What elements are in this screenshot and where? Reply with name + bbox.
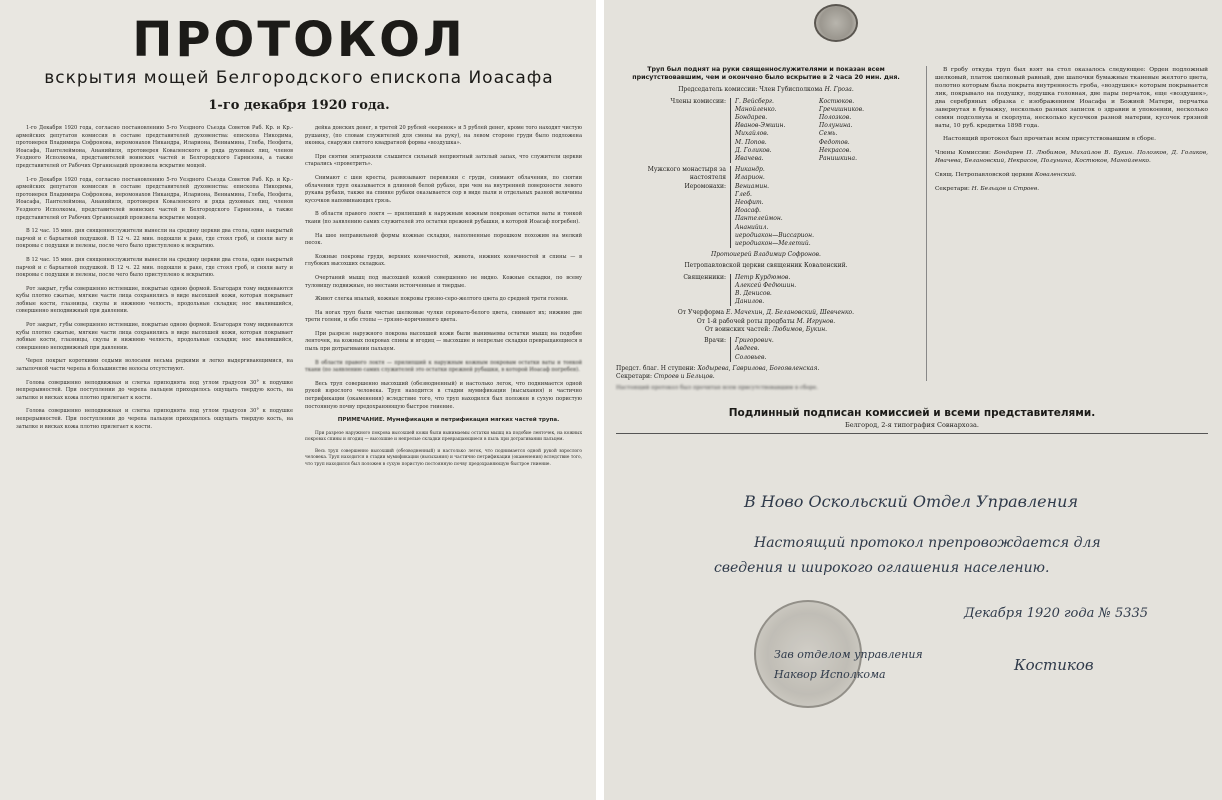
paragraph: Кожные покровы груди, верхних конечностей, живота, нижних конечностей и спины — в глубоких высохших складках.	[305, 253, 582, 268]
member-name: Полозков.	[819, 114, 852, 122]
paragraph: Череп покрыт короткими седыми волосами весьма редкими и легко выдергивающимися, на затылочной части черепа в большинстве волосы отсутствуют.	[16, 358, 293, 373]
handwriting-line-1: Настоящий протокол препровождается для	[754, 535, 1101, 551]
paragraph: дейка донских денег, в третей 20 рублей «керенок» и 5 рублей денег, кроме того находят чистую рушанку, (по словам служителей для смены на руку), на левом стороне груди было подложена иконка, снаружи святого квадратной формы «воздушка».	[305, 125, 582, 147]
secretaries-names: Н. Бельцов и Строев.	[971, 186, 1040, 192]
hieromonk-name: Неофит.	[735, 199, 764, 207]
paragraph: В 12 час. 15 мин. дня священнослужители вынесли на средину церкви два стола, один накрытый парчой и с бархатной подушкой. В 12 ч. 22 мин. подошли к раке, где стоял гроб, и сняли вату и покровы с подушки и пелены, после чего было приступлено к вскрытию.	[16, 228, 293, 250]
priests-list	[730, 274, 796, 307]
workers-line	[616, 318, 916, 326]
page-gutter	[596, 0, 604, 800]
doctor-name: Соловьев.	[735, 353, 767, 361]
hieromonk-name: Иларион.	[735, 174, 765, 182]
members-col-1	[730, 98, 815, 164]
right-newspaper-page	[604, 0, 1222, 800]
member-name: М. Попов.	[735, 138, 767, 146]
hieromonks-row	[616, 166, 916, 248]
blurred-text: Настоящий протокол был прочитан всем присутствовавшим в сборе.	[616, 385, 819, 392]
round-stamp-icon	[814, 4, 858, 42]
member-name: Некрасов.	[819, 146, 852, 154]
doctor-name: Григорович.	[735, 337, 774, 345]
member-name: Ранишкина.	[819, 155, 857, 163]
protoiereus: Протоиерей Владимир Софронов.	[711, 251, 821, 259]
handwriting-sign-title-1: Зав отделом управления	[774, 648, 923, 661]
inventory-column	[926, 66, 1208, 381]
note-text: Весь труп совершенно высохший (обезводненный) и настолько легок, что поднимается одной рукой взрослого человека. Труп находится в стадии мумификации (высыхания) и частично петрификации (окаменения) вследствие того, что труп находился был положен в сухую пористую постоянную почву предохраняющую быстрое гниение.	[305, 449, 582, 467]
priests-label: Священники:	[683, 273, 726, 281]
monastery-label: Мужского монастыря за настоятеля	[647, 166, 726, 182]
paragraph: Очертаний мышц под высохшей кожей совершенно не видно. Кожные складки, по всему туловищу подвижные, но местами истонченные и твердые.	[305, 274, 582, 289]
member-name: Гречишников.	[819, 105, 865, 113]
chairman-line	[616, 86, 916, 94]
paragraph: В области правого локтя — прилипший к наружным кожным покровам остатки ваты и тонкой ткани (по заявлению самих служителей это остатки прежней рубашки, в которой Иоасаф погребен).	[305, 211, 582, 225]
paragraph: 1-го Декабря 1920 года, согласно постановлению 5-го Уездного Съезда Советов Раб. Кр. и Кр.-армейских депутатов комиссия в составе представителей духовенства: епископа Никодима, протоиерея Владимира Софронова, иеромонахов Никандра, Илариона, Вениамина, Глеба, Неофита, Иоасафа, Пантелеймона, Ананийиля, протоиерея Коваленского и ряда духовных лиц, членов Уездного Исполкома, представителей воинских частей и Белгородского Гарнизона, а также представителей от Рабочих Организаций произвела вскрытие мощей.	[16, 125, 293, 169]
member-name: Бондарев.	[735, 114, 768, 122]
secretaries-signature	[935, 185, 1208, 193]
divider	[616, 433, 1208, 434]
commission-names: Бондарев П. Любимов, Михайлов В. Букин. Полозков, Д. Голиков, Ивачева, Белановский, Некрасов, Полунина, Костюков, Манойленко.	[935, 150, 1209, 164]
priest-sign-label: Свящ. Петропавловской церкви	[935, 172, 1034, 178]
workers-label: От 1-й рабочей роты продбаты	[696, 317, 795, 325]
document-date: 1-го декабря 1920 года.	[208, 98, 390, 113]
military-line	[616, 326, 916, 334]
chairman-name: Н. Гроза.	[824, 86, 854, 94]
handwriting-line-2: сведения и широкого оглашения населению.	[714, 560, 1050, 576]
note-heading: ПРИМЕЧАНИЕ. Мумификация и петрификация мягких частей трупа.	[337, 417, 560, 424]
member-name: Полунина.	[819, 122, 853, 130]
doctor-name: Авдеев.	[735, 345, 760, 353]
paragraph: 1-го Декабря 1920 года, согласно постановлению 5-го Уездного Съезда Советов Раб. Кр. и Кр.-армейских депутатов комиссия в составе представителей духовенства: епископа Никодима, протоиерея Владимира Софронова, иеромонахов Никандра, Илариона, Вениамина, Глеба, Неофита, Иоасафа, Пантелеймона, Ананийиля, протоиерея Коваленского и ряда духовных лиц, членов Уездного Исполкома, представителей воинских частей и Белгородского Гарнизона, а также представителей от Рабочих Организаций произвела вскрытие мощей.	[16, 176, 293, 221]
member-name: Семь.	[819, 130, 838, 138]
military-label: От воинских частей:	[704, 325, 771, 333]
commission-signatures	[935, 149, 1208, 165]
ucherform-names: Е. Мачехин, Д. Белановский, Шевченко.	[726, 309, 855, 317]
paragraph: Голова совершенно неподвижная и слегка приподнята под углом градусов 30° к подушке непрерывностей. При поступлении до черепа пальцем приходилось ощущать твердую кость, на затылке и висках кожа плотно прилегает к кости.	[16, 408, 293, 430]
document-title: ПРОТОКОЛ	[132, 12, 466, 68]
blurred-text-block	[616, 385, 916, 393]
secretaries-left-line	[616, 373, 916, 381]
hieromonk-name: Пантелеймон.	[735, 215, 783, 223]
member-name: Ивачева.	[735, 155, 764, 163]
document-subtitle: вскрытия мощей Белгородского епископа Иоасафа	[44, 68, 554, 88]
bottom-title: Подлинный подписан комиссией и всеми представителями.	[728, 406, 1096, 419]
paragraph: Голова совершенно неподвижная и слегка приподнята под углом градусов 30° к подушке непрерывностей. При поступлении до черепа пальцем приходилось ощущать твердую кость, на затылке и висках кожа плотно прилегает к кости.	[16, 379, 293, 401]
handwriting-date: Декабря 1920 года № 5335	[964, 606, 1149, 621]
hierodeacon-name: иеродиакон—Виссарион.	[735, 231, 815, 239]
priest-signature	[935, 171, 1208, 179]
read-statement: Настоящий протокол был прочитан всем присутствовавшим в сборе.	[943, 136, 1156, 142]
text-column-1	[16, 125, 293, 474]
member-name: Иванов-Эмшин.	[735, 122, 786, 130]
ucherform-line	[616, 309, 916, 317]
hieromonk-name: Вениамин.	[735, 182, 770, 190]
left-newspaper-page	[0, 0, 596, 800]
workers-names: М. Игрунов.	[796, 317, 836, 325]
blurred-paragraph: В области правого локтя — прилипший к наружным кожным покровам остатки ваты и тонкой ткани (по заявлению самих служителей это остатки прежней рубашки, в которой Иоасаф погребен).	[305, 359, 582, 374]
priest-name: Алексей Федюшин.	[735, 281, 797, 289]
inventory-paragraph: В гробу откуда труп был взят на стол оказалось следующее: Орден подложный шелковый, платок шелковый равный, две шапочки бумажные тканевые желтого цвета, полотно которым была покрыта внутренность гроба, «воздушек» которым покрывается лик, покрывало на подушку, подушка головная, две пары перчаток, еще «воздушек», два серебряных образка с изображением Иоасафа и Божией Матери, перчатка завернутая в бумажку, несколько разных записок о здравии и упокоении, несколько семян подсолнуха и скорлупа, несколько кусочков разной материи, кусочек грязной ваты, 10 руб. кредитка 1898 года.	[935, 67, 1208, 129]
ucherform-label: От Учерформа	[677, 309, 725, 317]
priest-sign-name: Коваленский.	[1034, 172, 1077, 178]
doctors-label: Врачи:	[704, 337, 726, 345]
member-name: Д. Голиков.	[735, 146, 772, 154]
monastery-labels	[616, 166, 730, 191]
secretaries-label: Секретари:	[935, 186, 970, 192]
synod-names: Ходырева, Гаврилова, Богоявленская.	[697, 364, 820, 372]
paragraph: Весь труп совершенно высохший (обезводненный) и настолько легок, что поднимается одной рукой взрослого человека. Труп находится в стадии мумификации (высыхания) и частично петрификации (окаменения) вследствие того, что труп находился был положен в сухую пористую постоянную почву предохраняющую быстрое гниение.	[305, 380, 582, 410]
paragraph: В 12 час. 15 мин. дня священнослужители вынесли на средину церкви два стола, один накрытый парчой и с бархатной подушкой. В 12 ч. 22 мин. подошли к раке, где стоял гроб, и сняли вату и покровы с подушки и пелены, после чего было приступлено к вскрытию.	[16, 256, 293, 279]
priest-name: В. Денисов.	[735, 290, 772, 298]
petropavl-priest: Петропавловской церкви священник Коваленский.	[684, 262, 848, 270]
members-col-2	[815, 98, 864, 164]
doctors-list	[730, 337, 774, 362]
paragraph: При разрезе наружного покрова высохшей кожи были вынимаемы остатки мышц на подобие ленточек, на кожных покровах спины и ягодиц — высохшие и непрелые складки превращающиеся в пыль при дотрагивании пальцем.	[305, 330, 582, 353]
secretaries-left-names: Строев и Бельцов.	[653, 372, 715, 380]
member-name: Г. Вейсберг.	[735, 97, 774, 105]
hieromonk-name: Глеб.	[735, 190, 752, 198]
members-label: Члены комиссии:	[670, 97, 726, 105]
paragraph: При снятии эпитрахили слышится сильный неприятный затхлый запах, что служители церкви старались «проветрить».	[305, 153, 582, 168]
paragraph: Снимают с шеи кресты, развязывают перевязки с груди, снимают облачения, по снятии облачения труп оказывается в длинной белой рубахе, при чем на внутренней поверхности левого рукава рубахи, также на спинке рубахи оказывается сор в виде пыли и отдельных разной величины кусочков напоминающих грязь.	[305, 174, 582, 204]
member-name: Костюков.	[819, 97, 855, 105]
commission-label: Члены Комиссии:	[935, 150, 991, 156]
printer-line: Белгород, 2-я типография Совнархоза.	[845, 420, 979, 429]
hieromonk-name: Ананийил.	[735, 223, 769, 231]
handwriting-sign-title-2: Наквор Исполкома	[774, 668, 886, 681]
synod-label: Предст. благ. Н ступени:	[616, 364, 696, 372]
paragraph: На ногах труп были чистые шелковые чулки серовато-белого цвета, снимают их; нижние две трети голени, и обе стопы — грязно-коричневого цвета.	[305, 309, 582, 324]
hieromonk-name: Никандр.	[735, 166, 765, 174]
chairman-label: Председатель комиссии: Член Губисполкома	[678, 86, 823, 94]
signatures-section	[616, 66, 1208, 381]
closing-statement: Труп был поднят на руки священнослужителями и показан всем присутствовавшим, чем и окончено было вскрытие в 2 часа 20 мин. дня.	[632, 66, 900, 82]
paragraph: Рот закрыт, губы совершенно истлевшие, покрытые одною формой. Благодаря тому видневаются кубы плотно сжатые, мягкие части лица сохранились в виде высохшей кожи, которая покрывает лобные кости, глазницы, скулы и нижнюю челюсть, продольные складки; нос ввалившийся, совершенно неподвижный при давлении.	[16, 322, 293, 351]
hieromonks-label: Иеромонахи:	[684, 182, 726, 190]
secretaries-left-label: Секретари:	[616, 372, 653, 380]
military-names: Любимов, Букин.	[772, 325, 828, 333]
members-row	[616, 98, 916, 164]
handwritten-signature: Костиков	[1014, 656, 1094, 674]
hieromonks-list	[730, 166, 814, 248]
text-column-2	[305, 125, 582, 474]
doctors-row	[616, 337, 916, 362]
signature-list	[616, 66, 916, 381]
member-name: Михайлов.	[735, 130, 769, 138]
priest-name: Данилов.	[735, 298, 765, 306]
note-text: При разрезе наружного покрова высохшей кожи были вынимаемы остатки мышц на подобие ленточек, на кожных покровах спины и ягодиц — высохшие и непрелые складки превращающиеся в пыль при дотрагивании пальцем.	[305, 430, 582, 443]
hieromonk-name: Иоасаф.	[735, 207, 761, 215]
handwriting-address: В Ново Оскольский Отдел Управления	[744, 492, 1079, 511]
priest-name: Петр Курдюмов.	[735, 273, 791, 281]
member-name: Федотов.	[819, 138, 850, 146]
text-columns	[16, 125, 582, 474]
paragraph: На шее неправильной формы кожные складки, наполненные порошком похожим на мелкий песок.	[305, 232, 582, 247]
member-name: Манойленко.	[735, 105, 777, 113]
synod-line	[616, 365, 916, 373]
priests-row	[616, 274, 916, 307]
paragraph: Живот слегка впалый, кожные покровы грязно-серо-желтого цвета до средней трети голени.	[315, 296, 569, 303]
paragraph: Рот закрыт, губы совершенно истлевшие, покрытые одною формой. Благодаря тому видневаются кубы плотно сжатые, мягкие части лица сохранились в виде высохшей кожи, которая покрывает лобные кости, глазницы, скулы и нижнюю челюсть, продольные складки; нос ввалившийся, совершенно неподвижный при давлении.	[16, 285, 293, 315]
hierodeacon-name: иеродиакон—Мелетий.	[735, 240, 811, 248]
